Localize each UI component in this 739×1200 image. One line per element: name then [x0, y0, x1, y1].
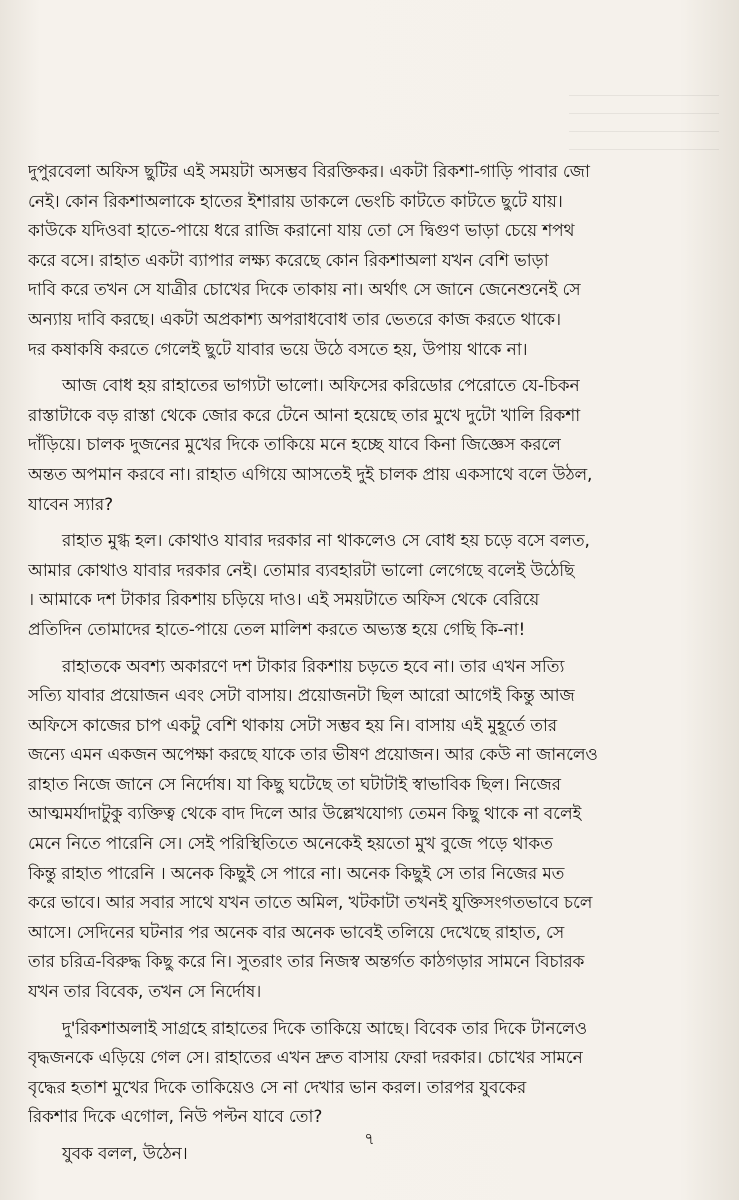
- text-line: কাউকে যদিওবা হাতে-পায়ে ধরে রাজি করানো যায় তো সে দ্বিগুণ ভাড়া চেয়ে শপথ: [28, 221, 575, 242]
- text-line: অফিসে কাজের চাপ একটু বেশি থাকায় সেটা সম্ভব হয় নি। বাসায় এই মুহূর্তে তার: [28, 715, 557, 736]
- text-line: আসে। সেদিনের ঘটনার পর অনেক বার অনেক ভাবেই তলিয়ে দেখেছে রাহাত, সে: [28, 922, 565, 943]
- paragraph: [28, 372, 708, 520]
- paragraph: [28, 527, 708, 645]
- text-line: আমার কোথাও যাবার দরকার নেই। তোমার ব্যবহারটা ভালো লেগেছে বলেই উঠেছি: [28, 560, 575, 581]
- text-line: দাবি করে তখন সে যাত্রীর চোখের দিকে তাকায় না। অর্থাৎ সে জানে জেনেশুনেই সে: [28, 280, 581, 301]
- text-line: যখন তার বিবেক, তখন সে নির্দোষ।: [28, 982, 262, 1003]
- text-line: করে বসে। রাহাত একটা ব্যাপার লক্ষ্য করেছে কোন রিকশাঅলা যখন বেশি ভাড়া: [28, 250, 549, 271]
- text-line: রাহাতকে অবশ্য অকারণে দশ টাকার রিকশায় চড়তে হবে না। তার এখন সত্যি: [62, 656, 565, 677]
- text-line: কিন্তু রাহাত পারেনি । অনেক কিছুই সে পারে না। অনেক কিছুই সে তার নিজের মত: [28, 863, 565, 884]
- text-line: তার চরিত্র-বিরুদ্ধ কিছু করে নি। সুতরাং তার নিজস্ব অন্তর্গত কাঠগড়ার সামনে বিচারক: [28, 952, 585, 973]
- text-line: রাহাত মুগ্ধ হল। কোথাও যাবার দরকার না থাকলেও সে বোধ হয় চড়ে বসে বলত,: [62, 531, 590, 552]
- paragraph: [28, 158, 708, 365]
- text-line: আজ বোধ হয় রাহাতের ভাগ্যটা ভালো। অফিসের করিডোর পেরোতে যে-চিকন: [62, 376, 580, 397]
- text-line: বৃদ্ধজনকে এড়িয়ে গেল সে। রাহাতের এখন দ্রুত বাসায় ফেরা দরকার। চোখের সামনে: [28, 1048, 583, 1069]
- text-line: প্রতিদিন তোমাদের হাতে-পায়ে তেল মালিশ করতে অভ্যস্ত হয়ে গেছি কি-না!: [28, 619, 526, 640]
- text-line: রাস্তাটাকে বড় রাস্তা থেকে জোর করে টেনে আনা হয়েছে তার মুখে দুটো খালি রিকশা: [28, 405, 581, 426]
- text-line: অন্তত অপমান করবে না। রাহাত এগিয়ে আসতেই দুই চালক প্রায় একসাথে বলে উঠল,: [28, 464, 593, 485]
- bleed-through-shadow: [569, 95, 719, 155]
- page-number: ৭: [364, 1129, 375, 1148]
- text-line: দর কষাকষি করতে গেলেই ছুটে যাবার ভয়ে উঠে বসতে হয়, উপায় থাকে না।: [28, 339, 528, 360]
- text-line: দাঁড়িয়ে। চালক দুজনের মুখের দিকে তাকিয়ে মনে হচ্ছে যাবে কিনা জিজ্ঞেস করলে: [28, 435, 561, 456]
- paragraph: [28, 1015, 708, 1133]
- text-line: রিকশার দিকে এগোল, নিউ পল্টন যাবে তো?: [28, 1107, 323, 1128]
- text-line: দু'রিকশাঅলাই সাগ্রহে রাহাতের দিকে তাকিয়ে আছে। বিবেক তার দিকে টানলেও: [62, 1018, 588, 1039]
- text-line: মেনে নিতে পারেনি সে। সেই পরিস্থিতিতে অনেকেই হয়তো মুখ বুজে পড়ে থাকত: [28, 834, 553, 855]
- text-line: দুপুরবেলা অফিস ছুটির এই সময়টা অসম্ভব বিরক্তিকর। একটা রিকশা-গাড়ি পাবার জো: [28, 162, 590, 182]
- text-line: যুবক বলল, উঠেন।: [62, 1144, 188, 1164]
- text-line: রাহাত নিজে জানে সে নির্দোষ। যা কিছু ঘটেছে তা ঘটাটাই স্বাভাবিক ছিল। নিজের: [28, 774, 561, 795]
- body-text: [28, 158, 708, 1177]
- text-line: নেই। কোন রিকশাঅলাকে হাতের ইশারায় ডাকলে ভেংচি কাটতে কাটতে ছুটে যায়।: [28, 191, 563, 212]
- text-line: যাবেন স্যার?: [28, 494, 113, 515]
- text-line: জন্যে এমন একজন অপেক্ষা করছে যাকে তার ভীষণ প্রয়োজন। আর কেউ না জানলেও: [28, 745, 598, 766]
- text-line: সত্যি যাবার প্রয়োজন এবং সেটা বাসায়। প্রয়োজনটা ছিল আরো আগেই কিন্তু আজ: [28, 686, 575, 707]
- text-line: আত্মমর্যাদাটুকু ব্যক্তিত্ব থেকে বাদ দিলে আর উল্লেখযোগ্য তেমন কিছু থাকে না বলেই: [28, 804, 582, 825]
- text-line: অন্যায় দাবি করছে। একটা অপ্রকাশ্য অপরাধবোধ তার ভেতরে কাজ করতে থাকে।: [28, 309, 561, 330]
- text-line: । আমাকে দশ টাকার রিকশায় চড়িয়ে দাও। এই সময়টাতে অফিস থেকে বেরিয়ে: [28, 590, 540, 611]
- text-line: করে ভাবে। আর সবার সাথে যখন তাতে অমিল, খটকাটা তখনই যুক্তিসংগতভাবে চলে: [28, 893, 593, 914]
- text-line: বৃদ্ধের হতাশ মুখের দিকে তাকিয়েও সে না দেখার ভান করল। তারপর যুবকের: [28, 1077, 527, 1098]
- paragraph: [28, 653, 708, 1008]
